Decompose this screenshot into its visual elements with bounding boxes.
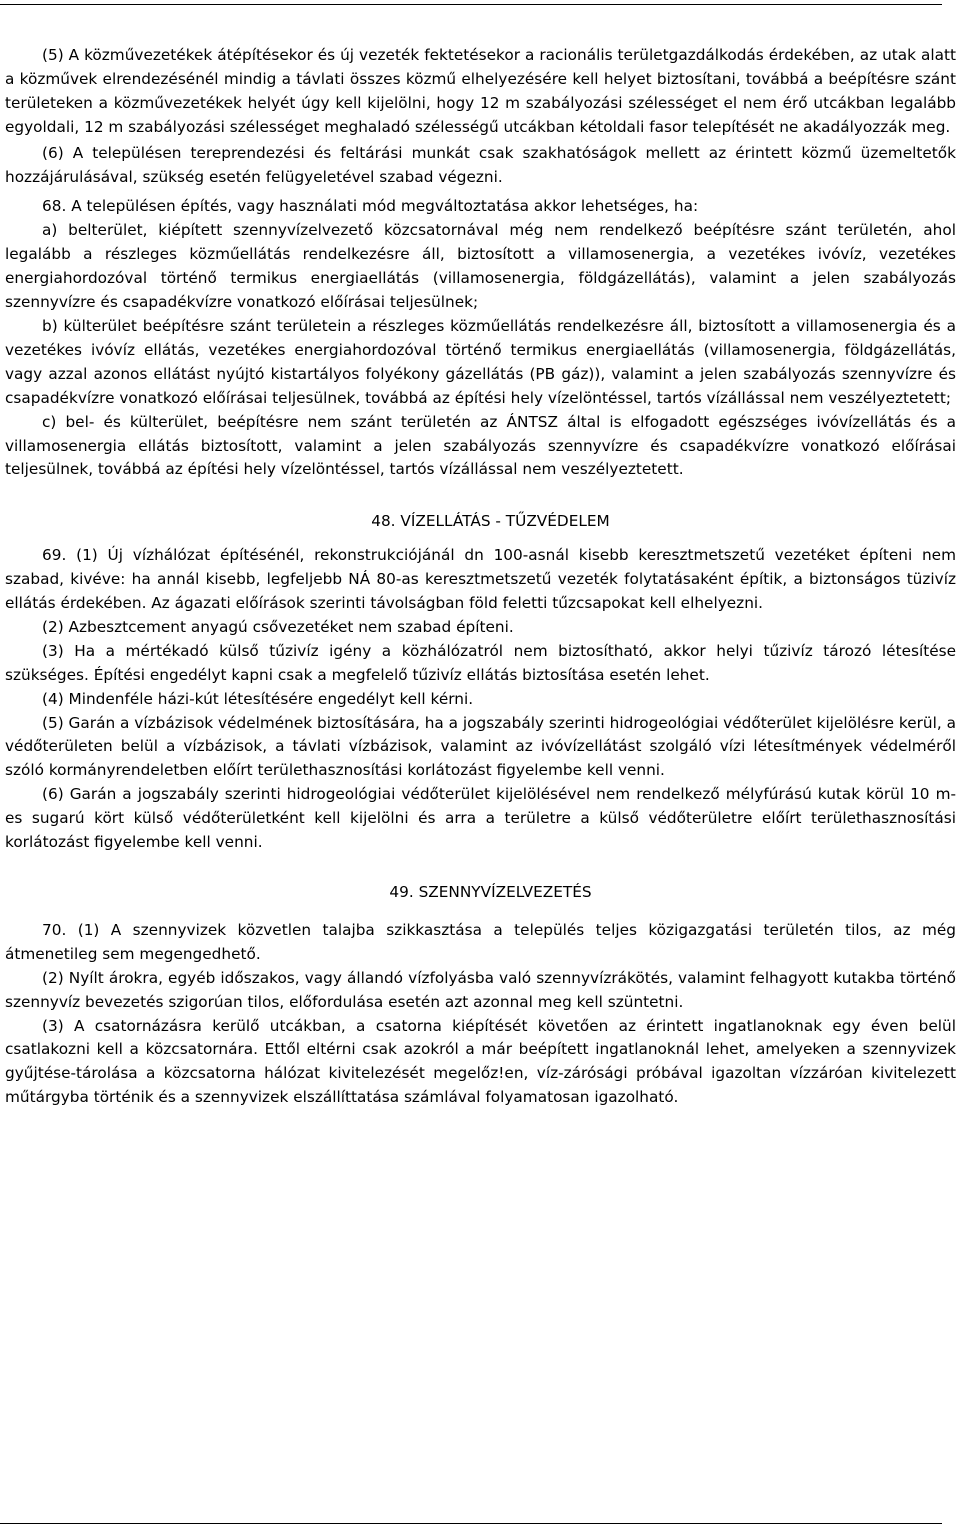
paragraph-69-2: (2) Azbesztcement anyagú csővezetéket nem szabad építeni. (42, 617, 514, 636)
bottom-rule (0, 1523, 942, 1524)
heading-48: 48. VÍZELLÁTÁS - TŰZVÉDELEM (371, 512, 610, 531)
paragraph-68-b: b) külterület beépítésre szánt területein a részleges közműellátás rendelkezésre áll, biztosított a villamosenergia és a vezetékes ivóvíz ellátás, vezetékes energiahordozóval történő termikus energiaellátás (villamosenergia, földgázellátás, vagy azzal azonos ellátást nyújtó kistartályos folyékony gázellátás (PB gáz)), valamint a jelen szabályozás szennyvízre és csapadékvízre vonatkozó előírásai teljesülnek, továbbá az építési hely vízelöntéssel, tartós vízállással nem veszélyeztetett; (5, 316, 956, 407)
paragraph-69-5: (5) Garán a vízbázisok védelmének biztosítására, ha a jogszabály szerinti hidrogeológiai védőterület kijelölésre kerül, a védőterületen belül a vízbázisok, a távlati vízbázisok, valamint az ivóvízellátást szolgáló vízi létesítmények védelméről szóló kormányrendeletben előírt területhasznosítási korlátozást figyelembe kell venni. (5, 713, 956, 780)
paragraph-70-1: 70. (1) A szennyvizek közvetlen talajba szikkasztása a település teljes közigazgatási területén tilos, az még átmenetileg sem megengedhető. (5, 920, 956, 963)
heading-49: 49. SZENNYVÍZELVEZETÉS (389, 883, 592, 901)
top-rule (0, 4, 942, 5)
paragraph-70-2: (2) Nyílt árokra, egyéb időszakos, vagy állandó vízfolyásba való szennyvízrákötés, valamint felhagyott kutakba történő szennyvíz bevezetés szigorúan tilos, előfordulása esetén azt azonnal meg kell szüntetni. (5, 968, 956, 1011)
paragraph-70-3: (3) A csatornázásra kerülő utcákban, a csatorna kiépítését követően az érintett ingatlanoknak egy éven belül csatlakozni kell a közcsatornára. Ettől eltérni csak azokról a már beépített ingatlanoknál lehet, amelyeken a szennyvizek gyűjtése-tárolása a közcsatorna hálózat kivitelezését megelőz!en, víz-zárósági próbával igazoltan vízzáróan kivitelezett műtárgyba történik és a szennyvizek elszállíttatása számlával folyamatosan igazolható. (5, 1016, 956, 1107)
paragraph-68-a: a) belterület, kiépített szennyvízelvezető közcsatornával még nem rendelkező beépítésre szánt területén, ahol legalább a részleges közműellátás rendelkezésre áll, biztosított a villamosenergia, a vezetékes ivóvíz, vezetékes energiahordozóval történő termikus energiaellátás (villamosenergia, földgázellátás), valamint a jelen szabályozás szennyvízre és csapadékvízre vonatkozó előírásai teljesülnek; (5, 221, 956, 312)
paragraph-67-6: (6) A településen tereprendezési és feltárási munkát csak szakhatóságok mellett az érintett közmű üzemeltetők hozzájárulásával, szükség esetén felügyeletével szabad végezni. (5, 143, 956, 186)
paragraph-68-intro: 68. A településen építés, vagy használati mód megváltoztatása akkor lehetséges, ha: (42, 197, 699, 216)
paragraph-69-6: (6) Garán a jogszabály szerinti hidrogeológiai védőterület kijelölésével nem rendelkező mélyfúrású kutak körül 10 m-es sugarú kört külső védőterületként kell kijelölni és arra a területre a külső védőterületre előírt területhasznosítási korlátozást figyelembe kell venni. (5, 785, 956, 852)
paragraph-68-c: c) bel- és külterület, beépítésre nem szánt területén az ÁNTSZ által is elfogadott egészséges ivóvízellátás és a villamosenergia ellátás biztosított, valamint a jelen szabályozás szennyvízre és csapadékvízre vonatkozó előírásai teljesülnek, továbbá az építési hely vízelöntéssel, tartós vízállással nem veszélyeztetett. (5, 412, 956, 479)
paragraph-69-3: (3) Ha a mértékadó külső tűzivíz igény a közhálózatról nem biztosítható, akkor helyi tűzivíz tározó létesítése szükséges. Építési engedélyt kapni csak a megfelelő tűzivíz ellátás biztosítása esetén lehet. (5, 641, 956, 684)
document-body (5, 44, 956, 1110)
paragraph-67-5: (5) A közművezetékek átépítésekor és új vezeték fektetésekor a racionális területgazdálkodás érdekében, az utak alatt a közművek elrendezésénél mindig a távlati összes közmű elhelyezésére kell helyet biztosítani, továbbá a beépítésre szánt területeken a közművezetékek helyét úgy kell kijelölni, hogy 12 m szabályozási szélességet el nem érő utcákban legalább egyoldali, 12 m szabályozási szélességet meghaladó szélességű utcákban kétoldali fasor telepítését ne akadályozzák meg. (5, 46, 956, 136)
paragraph-69-4: (4) Mindenféle házi-kút létesítésére engedélyt kell kérni. (42, 689, 474, 708)
paragraph-69-1: 69. (1) Új vízhálózat építésénél, rekonstrukciójánál dn 100-asnál kisebb keresztmetszetű vezetéket építeni nem szabad, kivéve: ha annál kisebb, legfeljebb NÁ 80-as keresztmetszetű vezeték folytatásaként építik, a biztonságos tüzivíz ellátás érdekében. Az ágazati előírások szerinti távolságban föld feletti tűzcsapokat kell elhelyezni. (5, 546, 956, 613)
